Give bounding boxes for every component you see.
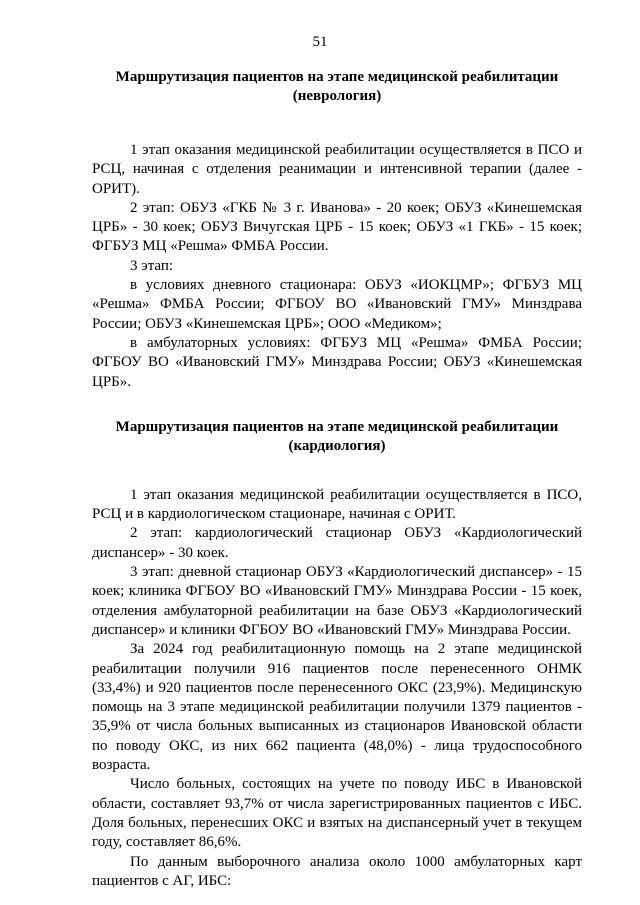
paragraph: 1 этап оказания медицинской реабилитации осуществляется в ПСО, РСЦ и в кардиологическом стационаре, начиная с ОРИТ. — [92, 486, 582, 523]
section-heading-line1: Маршрутизация пациентов на этапе медицинской реабилитации — [115, 418, 559, 435]
section-heading-line2: (неврология) — [292, 88, 382, 104]
paragraph: По данным выборочного анализа около 1000 амбулаторных карт пациентов с АГ, ИБС: — [92, 853, 582, 889]
paragraph: 3 этап: — [130, 257, 174, 274]
paragraph: За 2024 год реабилитационную помощь на 2 этапе медицинской реабилитации получили 916 пациентов после перенесенного ОНМК (33,4%) и 920 пациентов после перенесенного ОКС (23,9%). Медицинскую помощь на 3 этапе медицинской реабилитации получили 1379 пациентов - 35,9% от числа больных выписанных из стационаров Ивановской области по поводу ОКС, из них 662 пациента (48,0%) - лица трудоспособного возраста. — [92, 641, 582, 774]
paragraph: 2 этап: кардиологический стационар ОБУЗ «Кардиологический диспансер» - 30 коек. — [92, 525, 582, 561]
paragraph: 3 этап: дневной стационар ОБУЗ «Кардиологический диспансер» - 15 коек; клиника ФГБОУ ВО «Ивановский ГМУ» Минздрава России - 15 коек, отделения амбулаторной реабилитации на базе ОБУЗ «Кардиологический диспансер» и клиники ФГБОУ ВО «Ивановский ГМУ» Минздрава России. — [92, 564, 582, 638]
section-heading — [92, 418, 582, 456]
section-cardiology — [92, 418, 582, 891]
section-heading-line2: (кардиология) — [288, 437, 386, 454]
paragraph: в условиях дневного стационара: ОБУЗ «ИОКЦМР»; ФГБУЗ МЦ «Решма» ФМБА России; ФГБОУ ВО «Ивановский ГМУ» Минздрава России; ОБУЗ «Кинешемская ЦРБ»; ООО «Медиком»; — [92, 277, 582, 332]
section-neurology — [92, 68, 582, 392]
page-number: 51 — [312, 34, 328, 50]
paragraph: 2 этап: ОБУЗ «ГКБ № 3 г. Иванова» - 20 коек; ОБУЗ «Кинешемская ЦРБ» - 30 коек; ОБУЗ Вичугская ЦРБ - 15 коек; ОБУЗ «1 ГКБ» - 15 коек; ФГБУЗ МЦ «Решма» ФМБА России. — [92, 199, 582, 255]
paragraph: 1 этап оказания медицинской реабилитации осуществляется в ПСО и РСЦ, начиная с отделения реанимации и интенсивной терапии (далее - ОРИТ). — [92, 142, 582, 197]
paragraph: Число больных, состоящих на учете по поводу ИБС в Ивановской области, составляет 93,7% от числа зарегистрированных пациентов с ИБС. Доля больных, перенесших ОКС и взятых на диспансерный учет в текущем году, составляет 86,6%. — [92, 776, 582, 851]
section-heading — [92, 68, 582, 106]
section-heading-line1: Маршрутизация пациентов на этапе медицинской реабилитации — [115, 69, 559, 85]
document-body — [92, 68, 582, 891]
paragraph: в амбулаторных условиях: ФГБУЗ МЦ «Решма» ФМБА России; ФГБОУ ВО «Ивановский ГМУ» Минздрава России; ОБУЗ «Кинешемская ЦРБ». — [92, 334, 582, 390]
